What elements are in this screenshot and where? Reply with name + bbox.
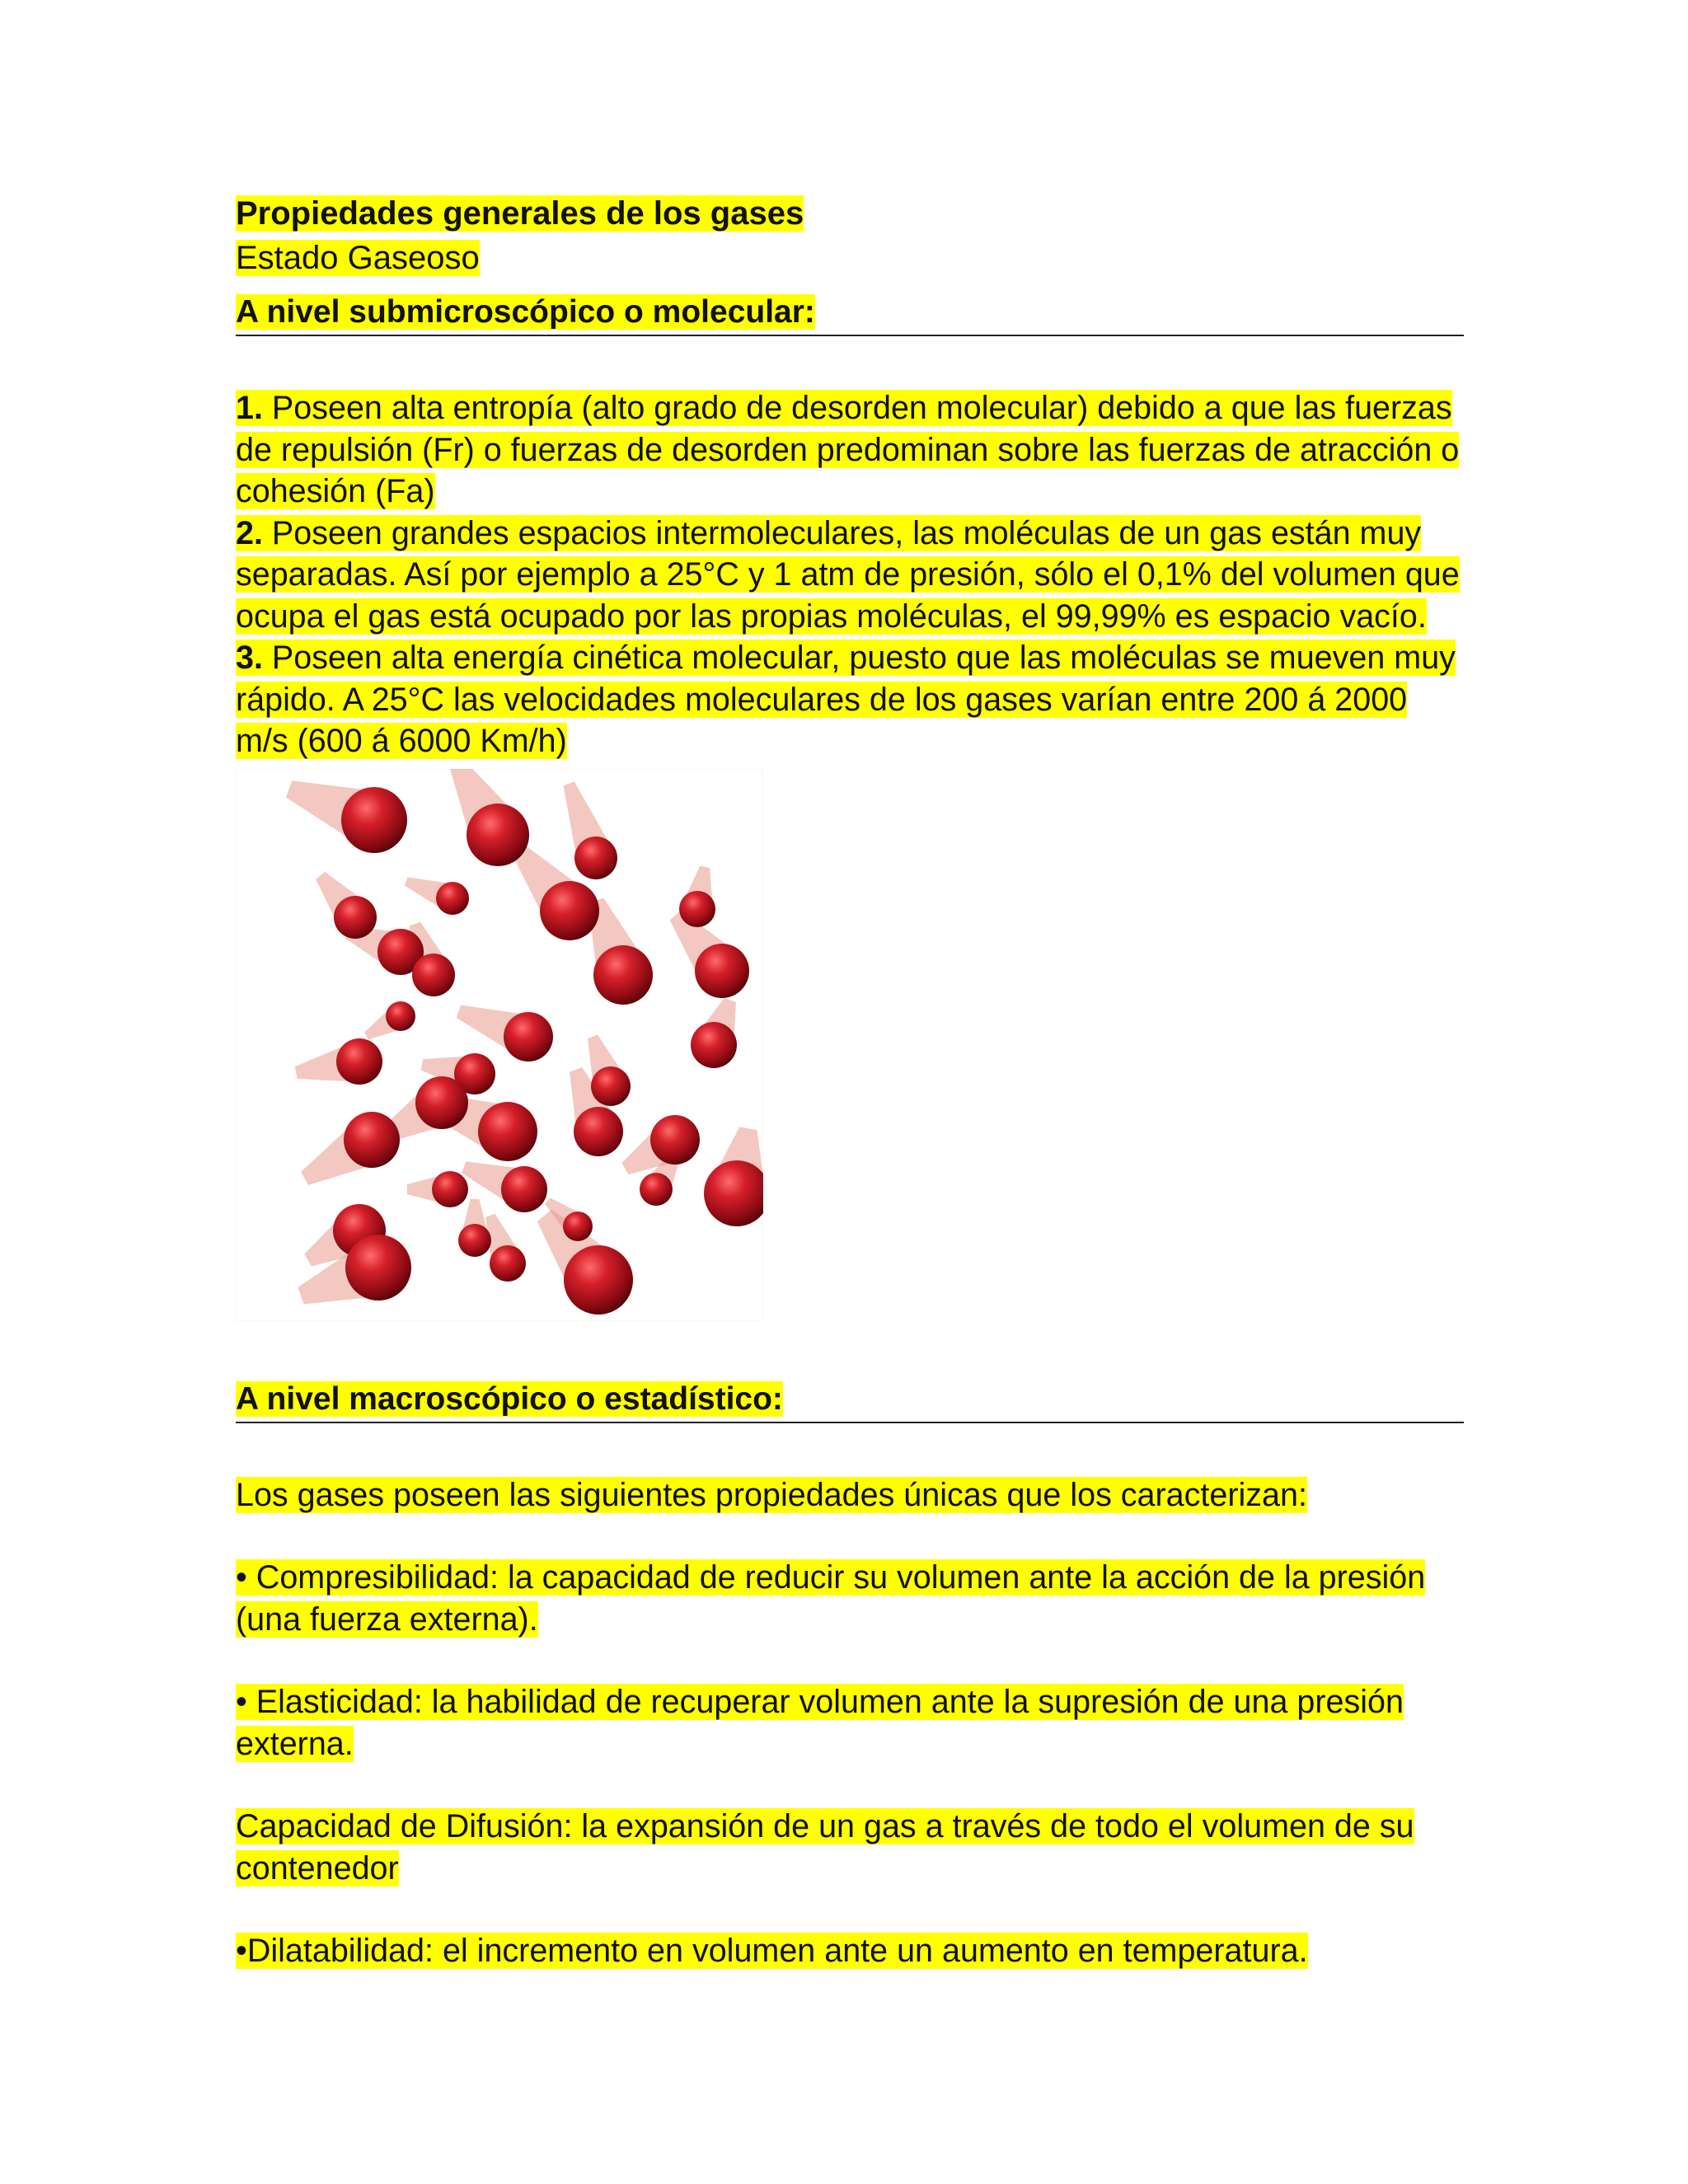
list-item-2-number: 2. — [236, 514, 263, 551]
gas-molecules-image — [236, 769, 763, 1321]
property-dilatabilidad-text: •Dilatabilidad: el incremento en volumen ante un aumento en temperatura. — [236, 1933, 1308, 1969]
section-heading-molecular-text: A nivel submicroscópico o molecular: — [236, 294, 815, 330]
gas-molecule — [478, 1102, 537, 1161]
document-subtitle-text: Estado Gaseoso — [236, 240, 480, 276]
property-elasticidad — [236, 1681, 1464, 1765]
gas-molecule — [501, 1166, 547, 1212]
section-heading-macroscopic — [236, 1379, 1464, 1423]
gas-molecule — [386, 1001, 415, 1031]
property-difusion-text: Capacidad de Difusión: la expansión de un gas a través de todo el volumen de su contenedor — [236, 1808, 1414, 1886]
list-item-1 — [236, 387, 1464, 513]
gas-molecule — [504, 1012, 553, 1062]
list-item-1-text: Poseen alta entropía (alto grado de desorden molecular) debido a que las fuerzas de repulsión (Fr) o fuerzas de desorden predominan sobre las fuerzas de atracción o cohesión (Fa) — [236, 390, 1460, 509]
document-subtitle — [236, 236, 1464, 280]
document-title — [236, 191, 1464, 236]
gas-molecule — [540, 881, 599, 940]
gas-molecule — [412, 954, 455, 996]
properties-intro — [236, 1474, 1464, 1516]
gas-molecule — [691, 1022, 737, 1068]
list-item-2-text: Poseen grandes espacios intermoleculares, las moléculas de un gas están muy separadas. Así por ejemplo a 25°C y 1 atm de presión, sólo el 0,1% del volumen que ocupa el gas está ocupado por las propias moléculas, el 99,99% es espacio vacío. — [236, 514, 1460, 635]
gas-molecule — [432, 1171, 468, 1207]
gas-molecule — [563, 1212, 593, 1241]
gas-molecule — [467, 804, 529, 866]
gas-molecule — [336, 1038, 382, 1085]
gas-molecule — [436, 882, 469, 915]
gas-molecule — [415, 1076, 468, 1129]
gas-molecule — [593, 945, 653, 1005]
gas-molecule — [650, 1115, 700, 1165]
property-compresibilidad-text: • Compresibilidad: la capacidad de reducir su volumen ante la acción de la presión (una fuerza externa). — [236, 1559, 1426, 1638]
gas-molecule — [640, 1173, 673, 1206]
gas-molecule — [341, 787, 407, 853]
section-heading-macroscopic-text: A nivel macroscópico o estadístico: — [236, 1380, 783, 1417]
list-item-3-text: Poseen alta energía cinética molecular, puesto que las moléculas se mueven muy rápido. A 25°C las velocidades moleculares de los gases varían entre 200 á 2000 m/s (600 á 6000 Km/h) — [236, 640, 1456, 759]
gas-molecule — [344, 1112, 400, 1168]
gas-molecule — [679, 891, 715, 927]
gas-molecule — [458, 1224, 491, 1257]
gas-molecule — [345, 1235, 411, 1301]
property-compresibilidad — [236, 1557, 1464, 1640]
gas-molecule — [334, 896, 377, 939]
section-macroscopic — [236, 1379, 1464, 1972]
list-item-3 — [236, 637, 1464, 762]
list-item-1-number: 1. — [236, 390, 263, 426]
gas-molecules-illustration — [236, 769, 763, 1321]
properties-intro-text: Los gases poseen las siguientes propiedades únicas que los caracterizan: — [236, 1476, 1307, 1513]
property-elasticidad-text: • Elasticidad: la habilidad de recuperar volumen ante la supresión de una presión externa. — [236, 1684, 1404, 1762]
gas-molecule — [490, 1245, 526, 1282]
property-dilatabilidad — [236, 1930, 1464, 1972]
property-difusion — [236, 1806, 1464, 1889]
document-page — [236, 191, 1464, 1972]
section-heading-molecular — [236, 292, 1464, 336]
gas-molecule — [564, 1245, 633, 1315]
gas-molecule — [574, 837, 617, 879]
gas-molecule — [574, 1107, 623, 1156]
gas-molecule — [695, 944, 749, 998]
document-title-text: Propiedades generales de los gases — [236, 195, 804, 232]
list-item-3-number: 3. — [236, 640, 263, 676]
list-item-2 — [236, 513, 1464, 638]
gas-molecule — [591, 1066, 631, 1106]
